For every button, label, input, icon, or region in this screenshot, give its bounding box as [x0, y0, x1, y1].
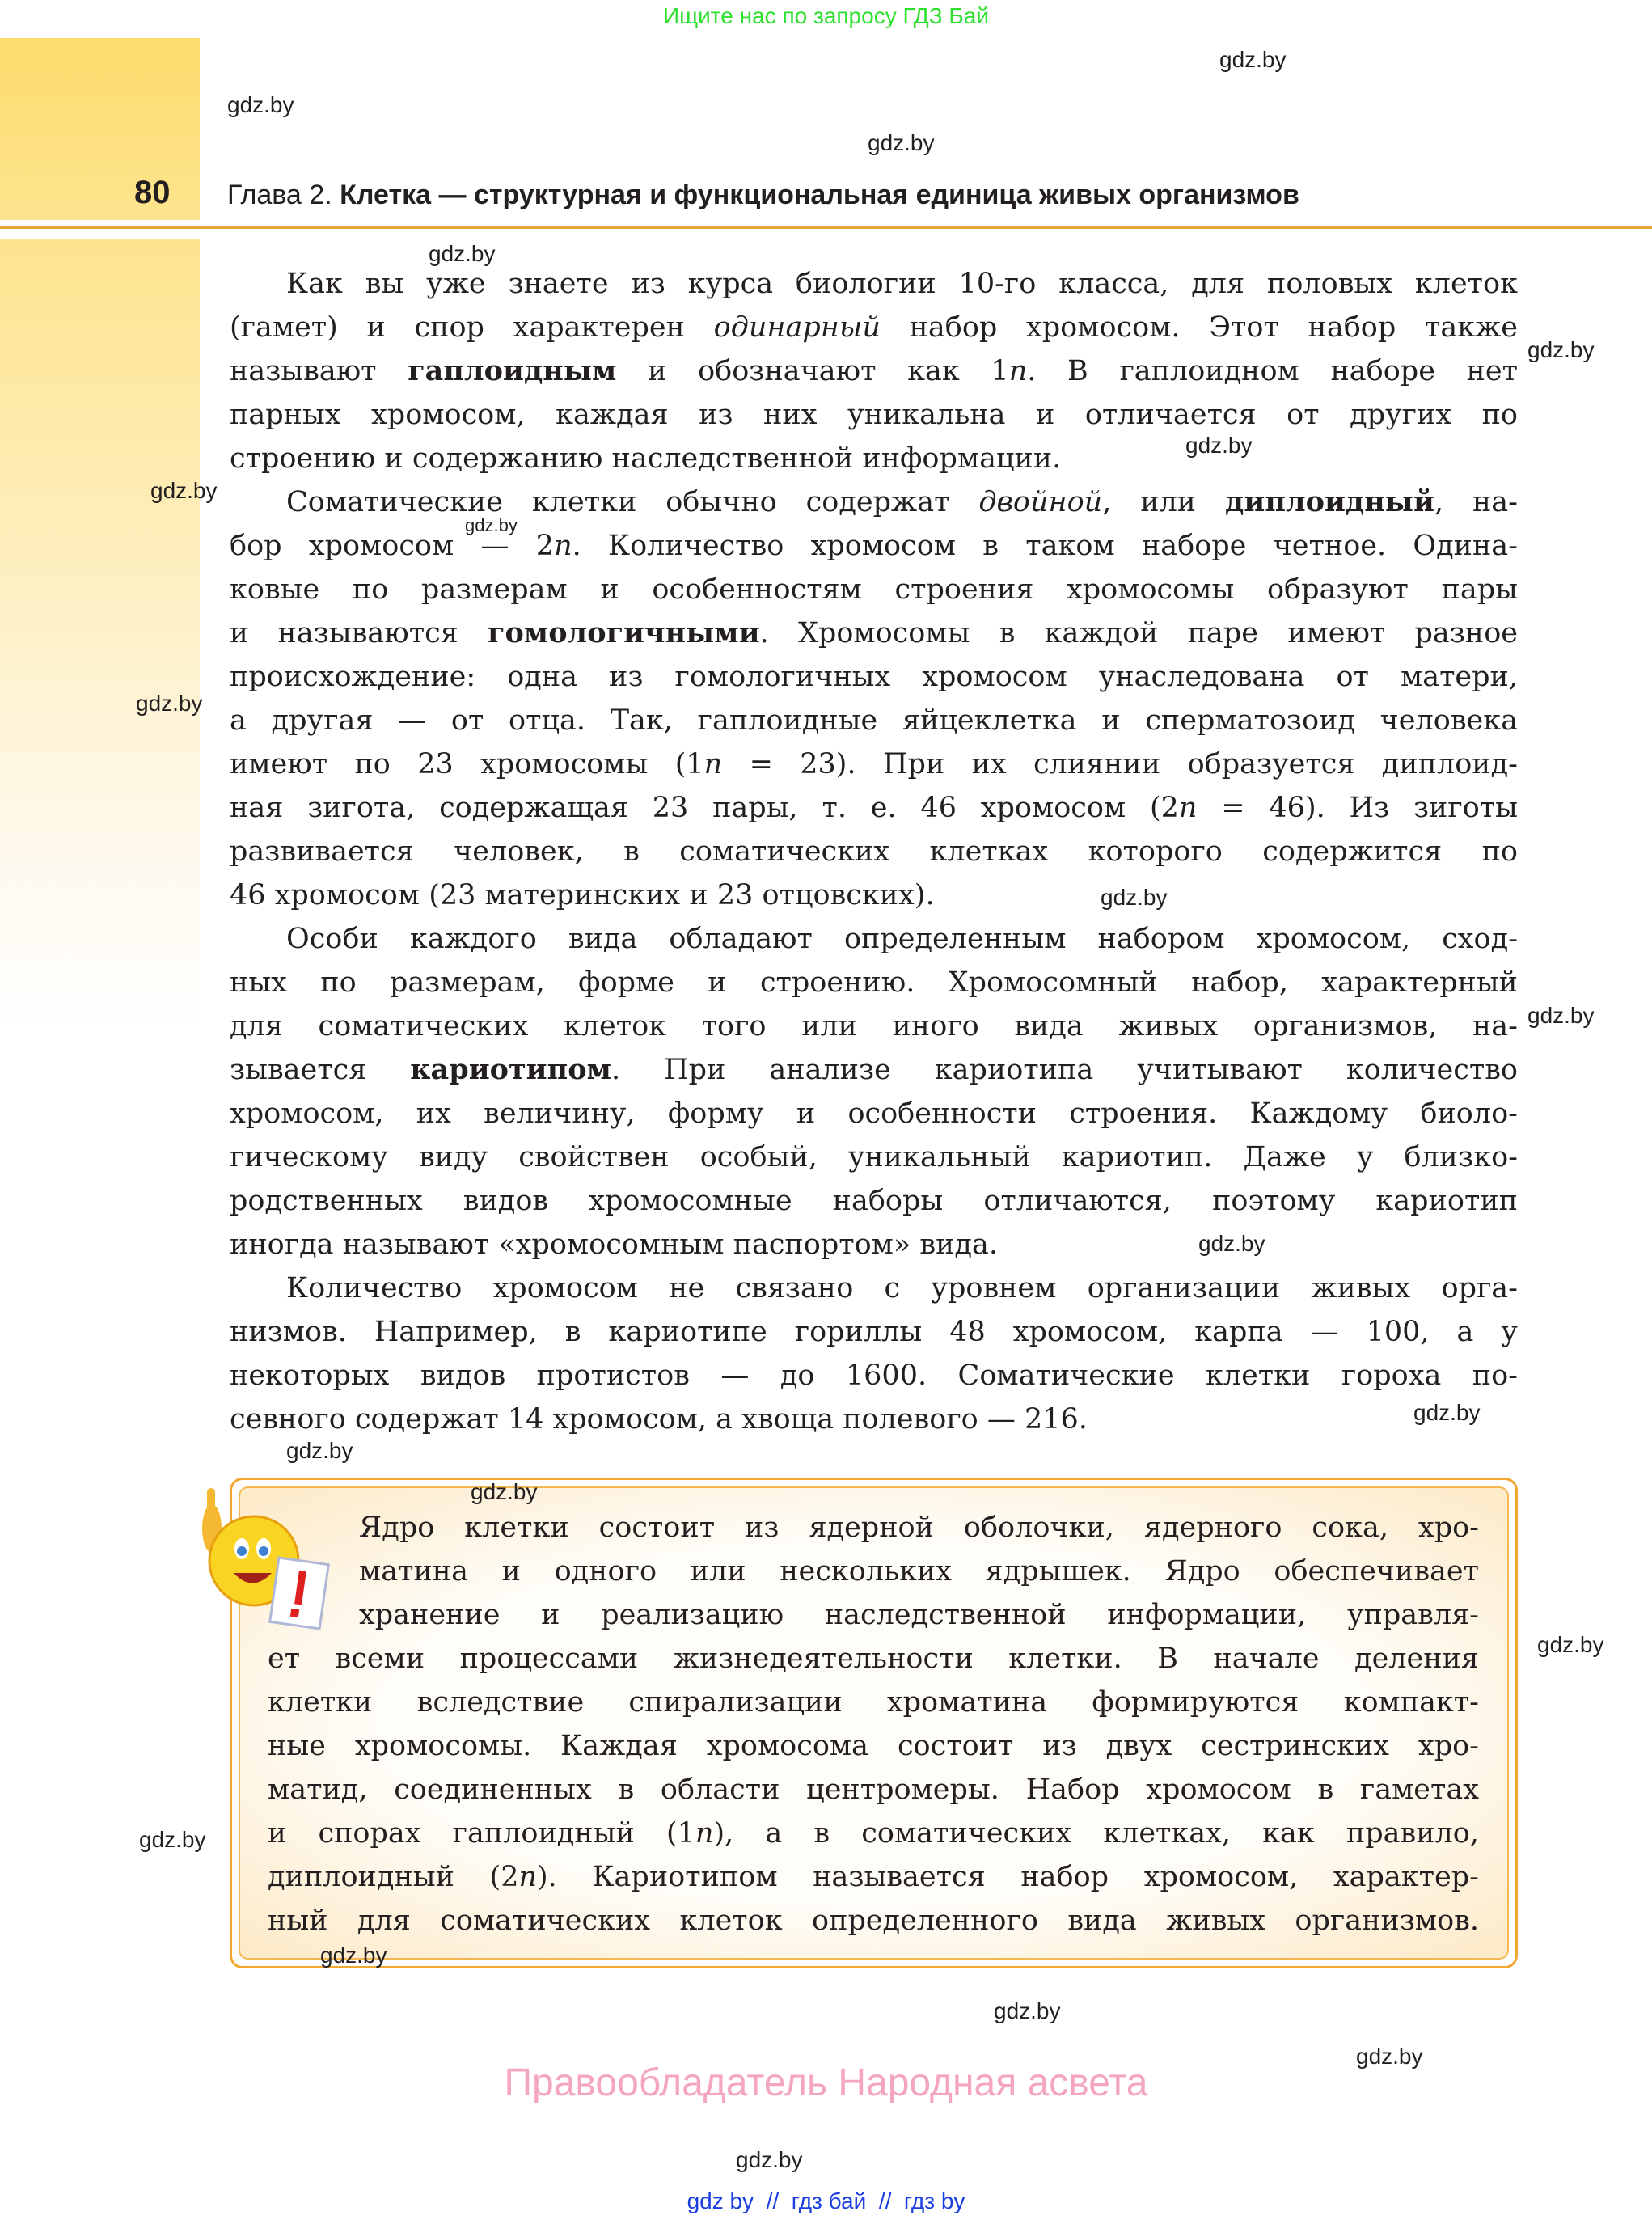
watermark: gdz.by — [471, 1479, 538, 1504]
text-segment: ная зигота, содержащая 23 пары, т. е. 46 хромосом (2 — [230, 792, 1179, 824]
text-segment: = 23). При их слиянии образуется диплоид- — [722, 748, 1518, 780]
text-segment: = 46). Из зиготы — [1197, 792, 1518, 824]
text-segment: Соматические клетки обычно содержат — [286, 486, 979, 518]
paragraph-line — [230, 1397, 1518, 1441]
text-segment: и называются — [230, 617, 488, 649]
watermark: gdz.by — [429, 241, 496, 266]
paragraph-line — [230, 786, 1518, 830]
paragraph-line — [230, 1048, 1518, 1092]
text-segment: 46 хромосом (23 материнских и 23 отцовских). — [230, 879, 935, 911]
summary-line — [359, 1506, 1479, 1550]
italic-term: n — [1008, 355, 1028, 387]
watermark: gdz.by — [320, 1943, 387, 1968]
rights-holder-notice: Правообладатель Народная асвета — [504, 2061, 1148, 2104]
text-segment: низмов. Например, в кариотипе гориллы 48 хромосом, карпа — 100, а у — [230, 1316, 1518, 1348]
text-segment: иногда называют «хромосомным паспортом» вида. — [230, 1228, 999, 1261]
paragraph-line — [230, 568, 1518, 611]
paragraph-line — [230, 611, 1518, 655]
watermark: gdz.by — [1537, 1632, 1604, 1657]
watermark: gdz.by — [1356, 2044, 1423, 2069]
italic-term: одинарный — [713, 311, 881, 344]
text-segment: Ядро клетки состоит из ядерной оболочки, ядерного сока, хро- — [359, 1512, 1479, 1544]
italic-term: n — [554, 530, 572, 562]
text-segment: имеют по 23 хромосомы (1 — [230, 748, 704, 780]
watermark: gdz.by — [1101, 885, 1168, 910]
bold-term: кариотипом — [410, 1053, 612, 1086]
text-segment: ). Кариотипом называется набор хромосом, характер- — [537, 1861, 1479, 1893]
text-segment: хромосом, их величину, форму и особенности строения. Каждому биоло- — [230, 1097, 1518, 1130]
paragraph-line — [230, 873, 1518, 917]
text-segment: некоторых видов протистов — до 1600. Соматические клетки гороха по- — [230, 1359, 1518, 1392]
text-segment: называют — [230, 355, 408, 387]
bold-term: гомологичными — [488, 616, 760, 649]
watermark: gdz.by — [136, 691, 203, 716]
italic-term: n — [1178, 792, 1198, 824]
paragraph-line — [230, 480, 1518, 524]
paragraph-line — [230, 1004, 1518, 1048]
header-divider — [0, 226, 1652, 229]
text-segment: . Хромосомы в каждой паре имеют разное — [759, 617, 1518, 649]
chapter-prefix: Глава 2. — [227, 180, 332, 210]
text-segment: , на- — [1434, 486, 1518, 518]
paragraph-line — [230, 917, 1518, 961]
paragraph-line — [230, 830, 1518, 873]
summary-line — [268, 1637, 1479, 1681]
watermark: gdz.by — [286, 1438, 353, 1463]
search-banner[interactable]: Ищите нас по запросу ГДЗ Бай — [662, 3, 990, 28]
text-segment: происхождение: одна из гомологичных хромосом унаследована от матери, — [230, 661, 1518, 693]
paragraph-line — [230, 742, 1518, 786]
text-segment: хранение и реализацию наследственной информации, управля- — [359, 1599, 1479, 1631]
text-segment: диплоидный (2 — [268, 1861, 519, 1893]
watermark: gdz.by — [1413, 1400, 1481, 1425]
summary-line — [268, 1855, 1479, 1899]
text-segment: (гамет) и спор характерен — [230, 311, 714, 344]
italic-term: n — [703, 748, 723, 780]
paragraph-line — [230, 1092, 1518, 1135]
text-segment: и спорах гаплоидный (1 — [268, 1817, 695, 1850]
text-segment: Количество хромосом не связано с уровнем организации живых орга- — [286, 1272, 1518, 1304]
text-segment: . В гаплоидном наборе нет — [1027, 355, 1519, 387]
text-segment: для соматических клеток того или иного вида живых организмов, на- — [230, 1010, 1518, 1042]
chapter-title: Клетка — структурная и функциональная единица живых организмов — [340, 180, 1299, 210]
watermark: gdz.by — [1198, 1231, 1265, 1256]
paragraph-line — [230, 961, 1518, 1004]
text-segment: , или — [1102, 486, 1226, 518]
italic-term: двойной — [978, 486, 1103, 518]
text-segment: Как вы уже знаете из курса биологии 10-го класса, для половых клеток — [286, 268, 1518, 300]
watermark: gdz.by — [736, 2147, 803, 2172]
paragraph-line — [230, 524, 1518, 568]
text-segment: Особи каждого вида обладают определенным набором хромосом, сход- — [286, 923, 1518, 955]
paragraph-line — [230, 1266, 1518, 1310]
paragraph-line — [230, 262, 1518, 306]
paragraph-line — [230, 699, 1518, 742]
text-segment: ет всеми процессами жизнедеятельности клетки. В начале деления — [268, 1643, 1479, 1675]
bold-term: гаплоидным — [408, 354, 617, 387]
summary-line — [268, 1768, 1479, 1812]
summary-line — [359, 1550, 1479, 1593]
text-segment: бор хромосом — 2 — [230, 530, 555, 562]
bold-term: диплоидный — [1225, 485, 1434, 518]
watermark: gdz.by — [1527, 337, 1595, 362]
paragraph-line — [230, 1310, 1518, 1354]
paragraph-line — [230, 655, 1518, 699]
chapter-heading — [227, 180, 1299, 211]
text-segment: строению и содержанию наследственной информации. — [230, 442, 1062, 475]
side-accent-strip — [0, 239, 200, 1032]
text-segment: севного содержат 14 хромосом, а хвоща полевого — 216. — [230, 1403, 1088, 1435]
text-segment: а другая — от отца. Так, гаплоидные яйцеклетка и сперматозоид человека — [230, 704, 1518, 737]
text-segment: ные хромосомы. Каждая хромосома состоит из двух сестринских хро- — [268, 1730, 1479, 1762]
text-segment: парных хромосом, каждая из них уникальна и отличается от других по — [230, 399, 1518, 431]
text-segment: матина и одного или нескольких ядрышек. Ядро обеспечивает — [359, 1555, 1479, 1588]
watermark: gdz.by — [139, 1827, 206, 1852]
summary-line — [268, 1681, 1479, 1724]
summary-line — [268, 1724, 1479, 1768]
watermark: gdz.by — [868, 130, 935, 155]
text-segment: ный для соматических клеток определенного вида живых организмов. — [268, 1905, 1479, 1937]
summary-line — [268, 1812, 1479, 1855]
paragraph-line — [230, 349, 1518, 393]
text-segment: клетки вследствие спирализации хроматина формируются компакт- — [268, 1686, 1479, 1719]
text-segment: зывается — [230, 1054, 411, 1086]
text-segment: родственных видов хромосомные наборы отличаются, поэтому кариотип — [230, 1185, 1518, 1217]
page-number: 80 — [134, 175, 171, 210]
text-segment: ковые по размерам и особенностям строения хромосомы образуют пары — [230, 573, 1518, 606]
watermark: gdz.by — [1185, 433, 1253, 458]
italic-term: n — [518, 1861, 538, 1893]
text-segment: ), а в соматических клетках, как правило, — [713, 1817, 1479, 1850]
main-text — [230, 262, 1518, 1441]
text-segment: набор хромосом. Этот набор также — [880, 311, 1518, 344]
text-segment: и обозначают как 1 — [616, 355, 1009, 387]
footer-links[interactable]: gdz by // гдз бай // гдз by — [687, 2188, 965, 2213]
paragraph-line — [230, 1223, 1518, 1266]
summary-text — [268, 1506, 1479, 1943]
watermark: gdz.by — [994, 1998, 1061, 2023]
paragraph-line — [230, 1179, 1518, 1223]
summary-line — [268, 1899, 1479, 1943]
text-segment: матид, соединенных в области центромеры. Набор хромосом в гаметах — [268, 1774, 1479, 1806]
watermark: gdz.by — [227, 92, 294, 117]
text-segment: ных по размерам, форме и строению. Хромосомный набор, характерный — [230, 966, 1518, 999]
text-segment: . Количество хромосом в таком наборе четное. Одина- — [572, 530, 1518, 562]
paragraph-line — [230, 437, 1518, 480]
watermark: gdz.by — [150, 478, 218, 503]
paragraph-line — [230, 393, 1518, 437]
watermark: gdz.by — [1527, 1003, 1595, 1028]
text-segment: гическому виду свойствен особый, уникальный кариотип. Даже у близко- — [230, 1141, 1518, 1173]
italic-term: n — [695, 1817, 714, 1850]
paragraph-line — [230, 1135, 1518, 1179]
paragraph-line — [230, 306, 1518, 349]
watermark: gdz.by — [465, 515, 518, 535]
text-segment: развивается человек, в соматических клетках которого содержится по — [230, 835, 1518, 868]
summary-line — [359, 1593, 1479, 1637]
text-segment: . При анализе кариотипа учитывают количество — [611, 1054, 1518, 1086]
watermark: gdz.by — [1219, 47, 1287, 72]
paragraph-line — [230, 1354, 1518, 1397]
